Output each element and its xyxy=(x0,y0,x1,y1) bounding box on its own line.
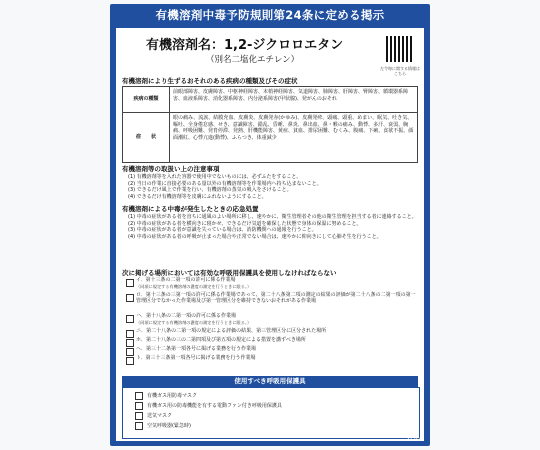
checkbox[interactable] xyxy=(126,339,134,347)
place-item: ホ．第二十八条の三の二第四項及び第五項の規定による措置を講ずべき場所 xyxy=(122,338,418,346)
symptom-text: 眼の痛み、流涙、結膜充血、皮膚炎、皮膚発赤(かゆみ)、皮膚発疹、頭痛、頭重、めまい、眠気、吐き気、嘔吐、全身倦怠感、せき、意識障害、錯乱、昏睡、鼻炎、鼻出血、鼻・喉の痛み、動悸、多汗、衰弱、胸痛、呼吸困難、発育停滞、発熱、肝機能障害、黄疸、貧血、排尿困難、むくみ、腹痛、下痢、食欲不振、顔面潮紅、心悸亢進(動悸)、ふらつき、体重減少 xyxy=(170,113,418,163)
checkbox[interactable] xyxy=(135,402,143,410)
checkbox[interactable] xyxy=(126,294,134,302)
place-item: ト．第三十三条第一項各号に掲げる業務を行う作業場 xyxy=(122,356,418,364)
first-aid-item: (1) 中毒の症状がある者を直ちに通風のよい場所に移し、速やかに、衛生管理者その他の衛生管理を担当する者に連絡すること。 xyxy=(128,214,417,220)
first-aid-list xyxy=(128,214,418,240)
sign-title: 有機溶剤中毒予防規則第24条に定める掲示 xyxy=(155,8,385,22)
checkbox[interactable] xyxy=(126,348,134,356)
substance-name: 有機溶剤名：1,2-ジクロロエタン xyxy=(146,38,344,53)
precaution-item: (3) できるだけ風上で作業を行い、有機溶剤の蒸気の吸入をさけること。 xyxy=(128,187,292,194)
equipment-heading: 使用すべき呼吸用保護具 xyxy=(122,376,418,387)
sign-panel xyxy=(116,28,424,441)
first-aid-item: (3) 中毒の症状がある者が意識を失っている場合は、消防機関への通報を行うこと。 xyxy=(128,227,317,234)
first-aid-item: (2) 中毒の症状がある者を横向きに寝かせ、できるだけ気道を確保した状態で身体の保温に努めること。 xyxy=(128,220,362,227)
equipment-item: 空気呼吸器(緊急時) xyxy=(123,421,419,431)
equipment-item: 有機ガス用の防毒機能を有する電動ファン付き呼吸用保護具 xyxy=(123,401,419,411)
checkbox[interactable] xyxy=(126,357,134,365)
place-item: イ．第十三条の二第一項の許可に係る作業場 （同項に規定する有機溶剤の濃度の測定を行うときに限る。） xyxy=(122,278,418,292)
equipment-item: 送気マスク xyxy=(123,411,419,421)
equipment-list xyxy=(122,387,420,439)
place-item: ロ．第十三条の三第一項の許可に係る作業場であって、第二十八条第二項の測定の結果の評価が第二十八条の二第一項の第一管理区分でなかった作業場及び第一管理区分を維持できないおそれがある作業場 xyxy=(122,293,418,313)
product-code: 412549 xyxy=(406,438,424,443)
section-heading-precautions: 有機溶剤等の取扱い上の注意事項 xyxy=(122,165,220,173)
precaution-item: (1) 有機溶剤等を入れた容器で使用中でないものには、必ずふたをすること。 xyxy=(128,174,302,180)
place-item: ハ．第十八条の二第一項の許可に係る作業場 （同項に規定する有機溶剤の濃度の測定を行うときに限る。） xyxy=(122,314,418,328)
checkbox[interactable] xyxy=(126,279,134,287)
disease-text: 前眼部障害、皮膚障害、中枢神経障害、末梢神経障害、気道障害、肺障害、肝障害、腎障害、循環器系障害、血液系障害、消化器系障害、内分泌系障害(甲状腺)、発がんのおそれ xyxy=(170,87,418,113)
checkbox[interactable] xyxy=(126,330,134,338)
disease-table xyxy=(122,86,418,163)
notice-sign xyxy=(110,4,430,446)
precaution-item: (2) 当日の作業に直接必要のある量以外の有機溶剤等を作業場内へ持ち込まないこと。 xyxy=(128,180,322,187)
section-heading-places: 次に掲げる場所においては有効な呼吸用保護具を使用しなければならない xyxy=(122,269,337,277)
precaution-list xyxy=(128,174,418,200)
equipment-item: 有機ガス用防毒マスク xyxy=(123,391,419,401)
checkbox[interactable] xyxy=(126,315,134,323)
places-list xyxy=(122,278,418,365)
qr-code-icon xyxy=(386,36,412,62)
checkbox[interactable] xyxy=(135,412,143,420)
first-aid-item: (4) 中毒の症状がある者の呼吸が止まった場合や正常でない場合は、速やかに仰向きにして心肺そ生を行うこと。 xyxy=(128,233,382,240)
precaution-item: (4) できるだけ有機溶剤等を皮膚にふれないようにすること。 xyxy=(128,193,267,200)
substance-alias: （別名二塩化エチレン） xyxy=(206,55,300,65)
section-heading-first-aid: 有機溶剤による中毒が発生したときの応急処置 xyxy=(122,205,259,213)
section-heading-diseases: 有機溶剤により生ずるおそれのある疾病の種類及びその症状 xyxy=(122,77,298,85)
qr-note: 左令毎に関する情報はこちら xyxy=(380,66,420,76)
symptom-label: 症 状 xyxy=(123,113,170,163)
checkbox[interactable] xyxy=(135,422,143,430)
place-item: ニ．第二十八条の二第一項の規定による評価の結果、第三管理区分に区分された場所 xyxy=(122,329,418,337)
place-item: ヘ．第三十二条第一項各号に掲げる業務を行う作業場 xyxy=(122,347,418,355)
disease-label: 疾病の種類 xyxy=(123,87,170,113)
checkbox[interactable] xyxy=(135,392,143,400)
